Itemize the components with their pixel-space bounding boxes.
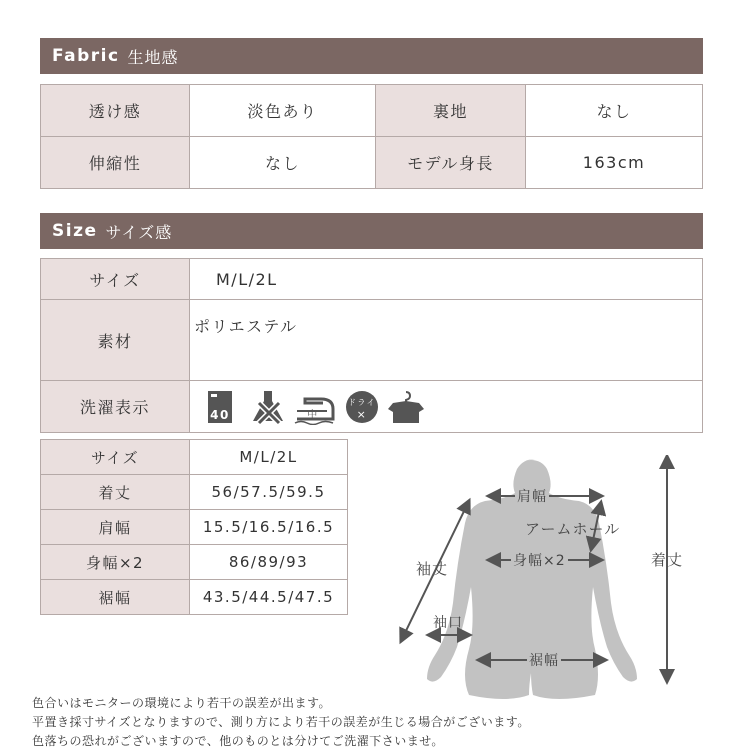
table-row	[41, 510, 348, 545]
fabric-heading-en: Fabric	[52, 46, 120, 66]
shoulder-label: 肩幅	[515, 486, 549, 506]
wash-temp-text: 40	[210, 407, 230, 422]
note-line: 色落ちの恐れがございますので、他のものとは分けてご洗濯下さいませ。	[32, 734, 444, 748]
model-height-value: 163cm	[526, 137, 703, 189]
iron-text: 中	[307, 409, 319, 421]
table-row	[41, 440, 348, 475]
table-row	[41, 300, 703, 381]
iron-medium-icon	[293, 389, 337, 425]
model-height-label: モデル身長	[376, 137, 526, 189]
armhole-label: アームホール	[525, 520, 621, 538]
material-label: 素材	[41, 300, 190, 381]
table-row	[41, 545, 348, 580]
measure-value: M/L/2L	[190, 440, 348, 475]
body-width-label: 身幅×2	[511, 550, 568, 570]
measure-value: 15.5/16.5/16.5	[190, 510, 348, 545]
care-label: 洗濯表示	[41, 381, 190, 433]
note-line: 色合いはモニターの環境により若干の誤差が出ます。	[32, 696, 332, 710]
measure-label: 裾幅	[41, 580, 190, 615]
fabric-section-header	[40, 38, 703, 74]
table-row	[41, 381, 703, 433]
sleeve-length-label: 袖丈	[416, 560, 449, 578]
measure-label: 身幅×2	[41, 545, 190, 580]
size-value: M/L/2L	[190, 259, 703, 300]
transparency-label: 透け感	[41, 85, 190, 137]
transparency-value: 淡色あり	[190, 85, 376, 137]
fabric-table	[40, 84, 703, 189]
cuff-label: 袖口	[433, 615, 463, 631]
measure-value: 86/89/93	[190, 545, 348, 580]
total-length-label: 着丈	[651, 551, 684, 569]
no-tumble-dry-icon	[343, 389, 381, 425]
notes	[32, 694, 530, 751]
dryer-text: ドライ	[347, 397, 377, 407]
measure-value: 43.5/44.5/47.5	[190, 580, 348, 615]
care-icons-cell	[190, 381, 703, 433]
wash-40-icon	[205, 389, 243, 425]
hang-dry-icon	[387, 389, 425, 425]
measure-label: 着丈	[41, 475, 190, 510]
no-bleach-icon	[249, 389, 287, 425]
measure-value: 56/57.5/59.5	[190, 475, 348, 510]
measure-label: 肩幅	[41, 510, 190, 545]
size-label: サイズ	[41, 259, 190, 300]
table-row	[41, 85, 703, 137]
material-value: ポリエステル	[190, 300, 703, 381]
table-row	[41, 475, 348, 510]
note-line: 平置き採寸サイズとなりますので、測り方により若干の誤差が生じる場合がございます。	[32, 715, 530, 729]
fabric-heading-jp: 生地感	[127, 47, 179, 67]
stretch-value: なし	[190, 137, 376, 189]
lining-label: 裏地	[376, 85, 526, 137]
size-heading-jp: サイズ感	[105, 222, 173, 242]
stretch-label: 伸縮性	[41, 137, 190, 189]
table-row	[41, 137, 703, 189]
measure-label: サイズ	[41, 440, 190, 475]
lining-value: なし	[526, 85, 703, 137]
svg-text:×: ×	[356, 407, 368, 421]
table-row	[41, 580, 348, 615]
size-heading-en: Size	[52, 221, 98, 241]
hem-label: 裾幅	[527, 650, 561, 670]
size-section-header	[40, 213, 703, 249]
size-info-table	[40, 258, 703, 433]
measurement-table	[40, 439, 348, 615]
table-row	[41, 259, 703, 300]
